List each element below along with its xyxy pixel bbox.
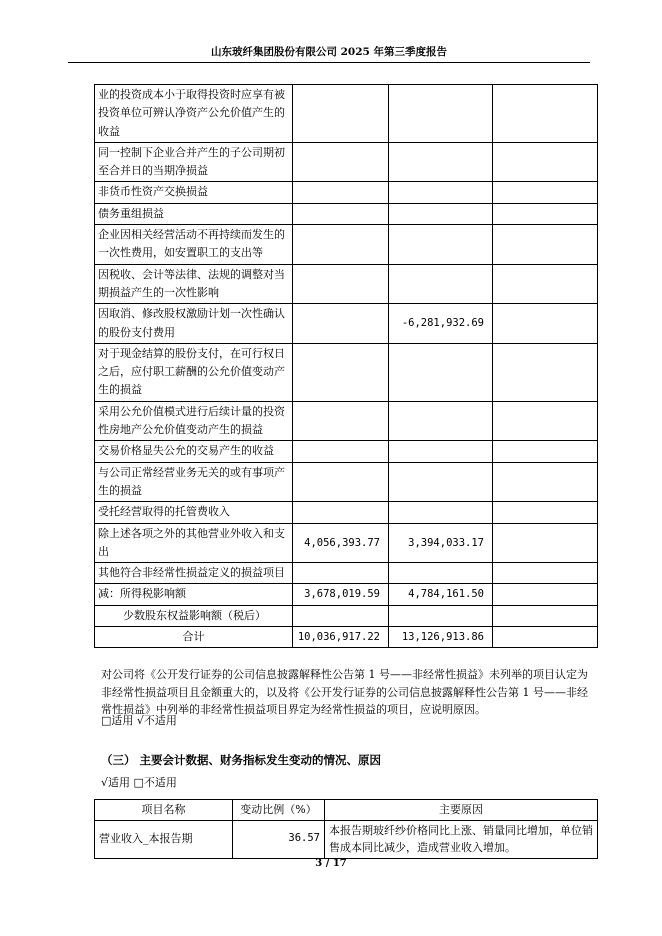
section-title: （三） 主要会计数据、财务指标发生变动的情况、原因 (101, 753, 382, 767)
ytd-cell (389, 462, 493, 502)
note-cell (493, 605, 598, 626)
item-cell: 非货币性资产交换损益 (95, 182, 293, 203)
item-cell: 除上述各项之外的其他营业外收入和支出 (95, 523, 293, 563)
item-cell: 受托经营取得的托管费收入 (95, 502, 293, 523)
table-row (95, 225, 598, 265)
explanation-paragraph: 对公司将《公开发行证券的公司信息披露解释性公告第 1 号——非经常性损益》未列举的项目认定为非经常性损益项目且金额重大的，以及将《公开发行证券的公司信息披露解释性公告第 1 号——非经常性损益》中列举的非经常性损益项目界定为经常性损益的项目，应说明原因。 (101, 668, 588, 717)
table-row (95, 441, 598, 462)
item-name: 营业收入_本报告期 (95, 820, 233, 858)
current-period-cell (293, 304, 389, 344)
note-cell (493, 264, 598, 304)
ytd-cell (389, 343, 493, 401)
table-row (95, 584, 598, 605)
table-row (95, 142, 598, 182)
item-cell: 企业因相关经营活动不再持续而发生的一次性费用，如安置职工的支出等 (95, 225, 293, 265)
ytd-cell (389, 264, 493, 304)
current-period-cell (293, 441, 389, 462)
item-cell: 对于现金结算的股份支付，在可行权日之后，应付职工薪酬的公允价值变动产生的损益 (95, 343, 293, 401)
item-cell: 因税收、会计等法律、法规的调整对当期损益产生的一次性影响 (95, 264, 293, 304)
ytd-cell (389, 563, 493, 584)
current-period-cell: 10,036,917.22 (293, 627, 389, 648)
note-cell (493, 203, 598, 224)
item-cell: 减：所得税影响额 (95, 584, 293, 605)
header-main-reason: 主要原因 (325, 800, 598, 821)
table-row (95, 304, 598, 344)
note-cell (493, 401, 598, 441)
table-row (95, 343, 598, 401)
ytd-cell (389, 142, 493, 182)
current-period-cell (293, 142, 389, 182)
note-cell (493, 502, 598, 523)
ytd-cell: -6,281,932.69 (389, 304, 493, 344)
item-cell: 少数股东权益影响额（税后） (95, 605, 293, 626)
current-period-cell (293, 85, 389, 143)
current-period-cell (293, 203, 389, 224)
header-change-ratio: 变动比例（%） (233, 800, 325, 821)
section-applicability: √适用 □不适用 (101, 776, 177, 789)
current-period-cell: 4,056,393.77 (293, 523, 389, 563)
table-row (95, 627, 598, 648)
table-row (95, 264, 598, 304)
ytd-cell (389, 502, 493, 523)
note-cell (493, 142, 598, 182)
table-row (95, 502, 598, 523)
ytd-cell: 13,126,913.86 (389, 627, 493, 648)
item-cell: 因取消、修改股权激励计划一次性确认的股份支付费用 (95, 304, 293, 344)
changes-table (94, 799, 598, 859)
table-row (95, 605, 598, 626)
page-header: 山东玻纤集团股份有限公司 2025 年第三季度报告 (68, 44, 590, 63)
table-row (95, 820, 598, 858)
item-cell: 与公司正常经营业务无关的或有事项产生的损益 (95, 462, 293, 502)
ytd-cell (389, 441, 493, 462)
note-cell (493, 85, 598, 143)
page-number: 3 / 17 (315, 858, 347, 869)
ytd-cell (389, 203, 493, 224)
note-cell (493, 462, 598, 502)
table-row (95, 203, 598, 224)
ytd-cell (389, 182, 493, 203)
item-cell: 交易价格显失公允的交易产生的收益 (95, 441, 293, 462)
ytd-cell: 3,394,033.17 (389, 523, 493, 563)
note-cell (493, 225, 598, 265)
current-period-cell (293, 563, 389, 584)
ytd-cell (389, 605, 493, 626)
current-period-cell (293, 182, 389, 203)
table-row (95, 85, 598, 143)
item-cell: 业的投资成本小于取得投资时应享有被投资单位可辨认净资产公允价值产生的收益 (95, 85, 293, 143)
note-cell (493, 563, 598, 584)
note-cell (493, 182, 598, 203)
current-period-cell (293, 225, 389, 265)
table-row (95, 523, 598, 563)
current-period-cell (293, 343, 389, 401)
item-cell: 采用公允价值模式进行后续计量的投资性房地产公允价值变动产生的损益 (95, 401, 293, 441)
item-cell: 合计 (95, 627, 293, 648)
table-row (95, 462, 598, 502)
current-period-cell: 3,678,019.59 (293, 584, 389, 605)
nonrecurring-gains-table (94, 84, 598, 648)
change-ratio: 36.57 (233, 820, 325, 858)
changes-header-row (95, 800, 598, 821)
table-row (95, 563, 598, 584)
current-period-cell (293, 605, 389, 626)
note-cell (493, 627, 598, 648)
ytd-cell (389, 225, 493, 265)
header-item-name: 项目名称 (95, 800, 233, 821)
current-period-cell (293, 462, 389, 502)
main-reason: 本报告期玻纤纱价格同比上涨、销量同比增加，单位销售成本同比减少，造成营业收入增加。 (325, 820, 598, 858)
note-cell (493, 523, 598, 563)
current-period-cell (293, 264, 389, 304)
current-period-cell (293, 401, 389, 441)
note-cell (493, 584, 598, 605)
note-cell (493, 304, 598, 344)
explanation-applicability: □适用 √不适用 (101, 714, 177, 727)
item-cell: 其他符合非经常性损益定义的损益项目 (95, 563, 293, 584)
table-row (95, 182, 598, 203)
note-cell (493, 441, 598, 462)
note-cell (493, 343, 598, 401)
item-cell: 同一控制下企业合并产生的子公司期初至合并日的当期净损益 (95, 142, 293, 182)
ytd-cell: 4,784,161.50 (389, 584, 493, 605)
table-row (95, 401, 598, 441)
ytd-cell (389, 85, 493, 143)
ytd-cell (389, 401, 493, 441)
item-cell: 债务重组损益 (95, 203, 293, 224)
current-period-cell (293, 502, 389, 523)
